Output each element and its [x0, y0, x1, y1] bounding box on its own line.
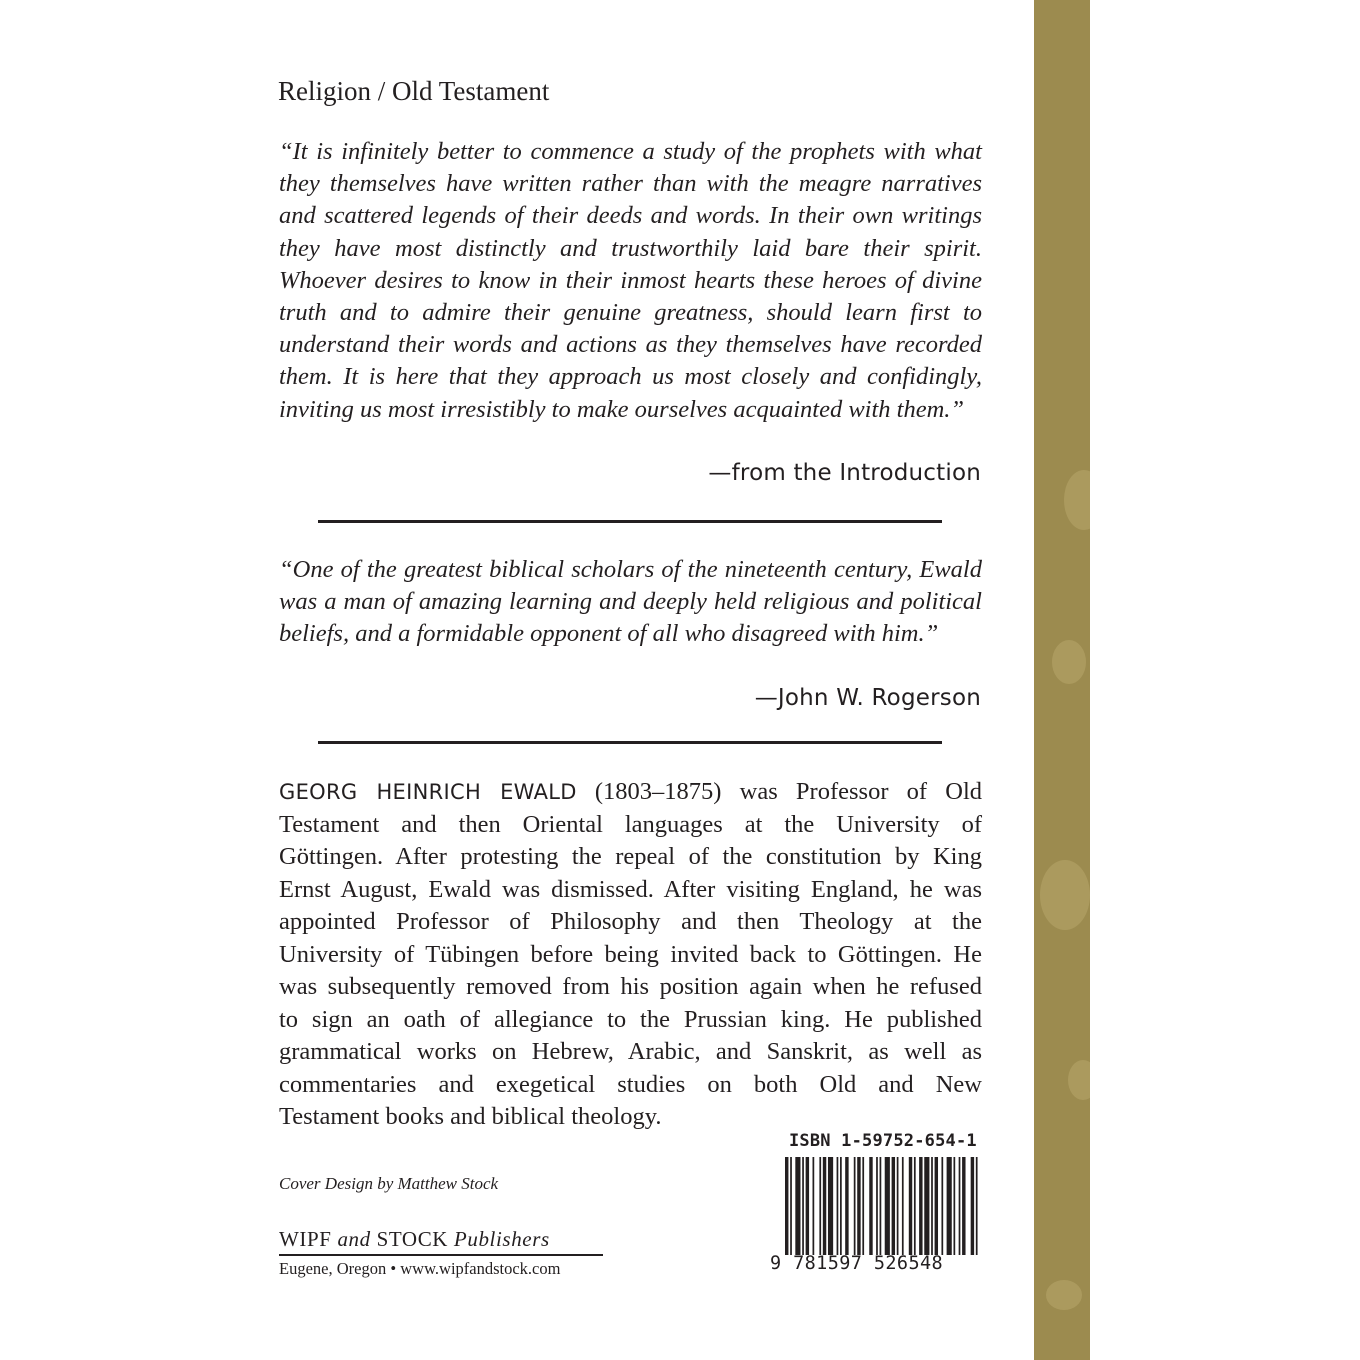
quote-line: they have most distinctly and trustworthily laid bare their spirit. — [279, 234, 982, 262]
barcode-bar — [876, 1157, 878, 1255]
barcode-bar — [795, 1157, 800, 1255]
barcode-bar — [837, 1157, 839, 1255]
publisher-name-part: STOCK — [370, 1227, 454, 1251]
barcode-bar — [902, 1157, 904, 1255]
barcode-bar — [924, 1157, 929, 1255]
author-name: GEORG HEINRICH EWALD — [279, 780, 577, 804]
barcode-bar — [869, 1157, 872, 1255]
bio-line: Göttingen. After protesting the repeal of the constitution by King — [279, 843, 982, 870]
quote-line: beliefs, and a formidable opponent of all who disagreed with him.” — [279, 620, 939, 648]
isbn-label: ISBN 1-59752-654-1 — [789, 1131, 977, 1151]
endorsement-quote — [279, 554, 982, 651]
barcode-bar — [828, 1157, 833, 1255]
barcode-bar — [813, 1157, 815, 1255]
barcode-bar — [909, 1157, 912, 1255]
barcode-bar — [845, 1157, 848, 1255]
bio-line — [279, 776, 982, 809]
barcode-bar — [806, 1157, 809, 1255]
barcode-bar — [892, 1157, 895, 1255]
barcode-bar — [862, 1157, 864, 1255]
quote-line: Whoever desires to know in their inmost hearts these heroes of divine — [279, 266, 982, 294]
quote-line: truth and to admire their genuine greatness, should learn first to — [279, 299, 982, 327]
bio-line: Testament books and biblical theology. — [279, 1103, 662, 1130]
section-divider — [318, 520, 942, 523]
barcode-bar — [931, 1157, 933, 1255]
introduction-quote — [279, 136, 982, 426]
spine-band — [1034, 0, 1090, 1360]
author-biography — [279, 776, 982, 1134]
barcode-bar — [823, 1157, 826, 1255]
barcode-bar — [785, 1157, 788, 1255]
quote-line: understand their words and actions as they themselves have recorded — [279, 331, 982, 359]
endorsement-attribution: —John W. Rogerson — [754, 685, 981, 711]
publisher-logo — [279, 1226, 603, 1256]
barcode-image — [785, 1157, 981, 1255]
barcode-bar — [947, 1157, 952, 1255]
bio-line: to sign an oath of allegiance to the Prussian king. He published — [279, 1005, 982, 1033]
quote-line: was a man of amazing learning and deeply held religious and political — [279, 588, 982, 616]
quote-line: “One of the greatest biblical scholars of the nineteenth century, Ewald — [279, 556, 982, 583]
barcode-bar — [897, 1157, 899, 1255]
quote-line: “It is infinitely better to commence a study of the prophets with what — [279, 138, 982, 165]
barcode-bar — [962, 1157, 965, 1255]
barcode-bar — [819, 1157, 821, 1255]
barcode-bar — [976, 1157, 978, 1255]
bio-line: Testament and then Oriental languages at the University of — [279, 810, 982, 838]
barcode-bar — [790, 1157, 792, 1255]
bio-line: Ernst August, Ewald was dismissed. After visiting England, he was — [279, 875, 982, 903]
publisher-name-part: WIPF — [279, 1227, 338, 1251]
barcode-bar — [941, 1157, 943, 1255]
barcode-bar — [802, 1157, 804, 1255]
cover-design-credit: Cover Design by Matthew Stock — [279, 1174, 499, 1193]
bio-line: appointed Professor of Philosophy and then Theology at the — [279, 908, 982, 935]
bio-first-line-text: (1803–1875) was Professor of Old — [576, 778, 982, 805]
barcode-bar — [953, 1157, 955, 1255]
barcode-bar — [885, 1157, 890, 1255]
quote-line: they themselves have written rather than with the meagre narratives — [279, 170, 982, 198]
quote-line: and scattered legends of their deeds and words. In their own writings — [279, 202, 982, 230]
category-heading: Religion / Old Testament — [278, 76, 550, 106]
publisher-address: Eugene, Oregon • www.wipfandstock.com — [279, 1259, 561, 1278]
barcode-bar — [959, 1157, 961, 1255]
publisher-name-part: and — [337, 1227, 371, 1251]
section-divider — [318, 741, 942, 744]
barcode-bar — [880, 1157, 882, 1255]
barcode-bar — [919, 1157, 922, 1255]
bio-line: commentaries and exegetical studies on both Old and New — [279, 1070, 982, 1098]
barcode-digits: 9 781597 526548 — [770, 1253, 944, 1274]
barcode-bar — [914, 1157, 916, 1255]
barcode-bar — [971, 1157, 974, 1255]
barcode-bar — [935, 1157, 938, 1255]
barcode-bar — [854, 1157, 856, 1255]
publisher-name-part: Publishers — [453, 1227, 550, 1251]
bio-line: was subsequently removed from his position again when he refused — [279, 973, 982, 1000]
bio-line: grammatical works on Hebrew, Arabic, and Sanskrit, as well as — [279, 1038, 982, 1065]
quote-line: inviting us most irresistibly to make ourselves acquainted with them.” — [279, 395, 965, 423]
bio-line: University of Tübingen before being invited back to Göttingen. He — [279, 940, 982, 968]
barcode-bar — [840, 1157, 842, 1255]
introduction-attribution: —from the Introduction — [708, 460, 981, 486]
quote-line: them. It is here that they approach us most closely and confidingly, — [279, 363, 982, 391]
barcode-bar — [857, 1157, 860, 1255]
